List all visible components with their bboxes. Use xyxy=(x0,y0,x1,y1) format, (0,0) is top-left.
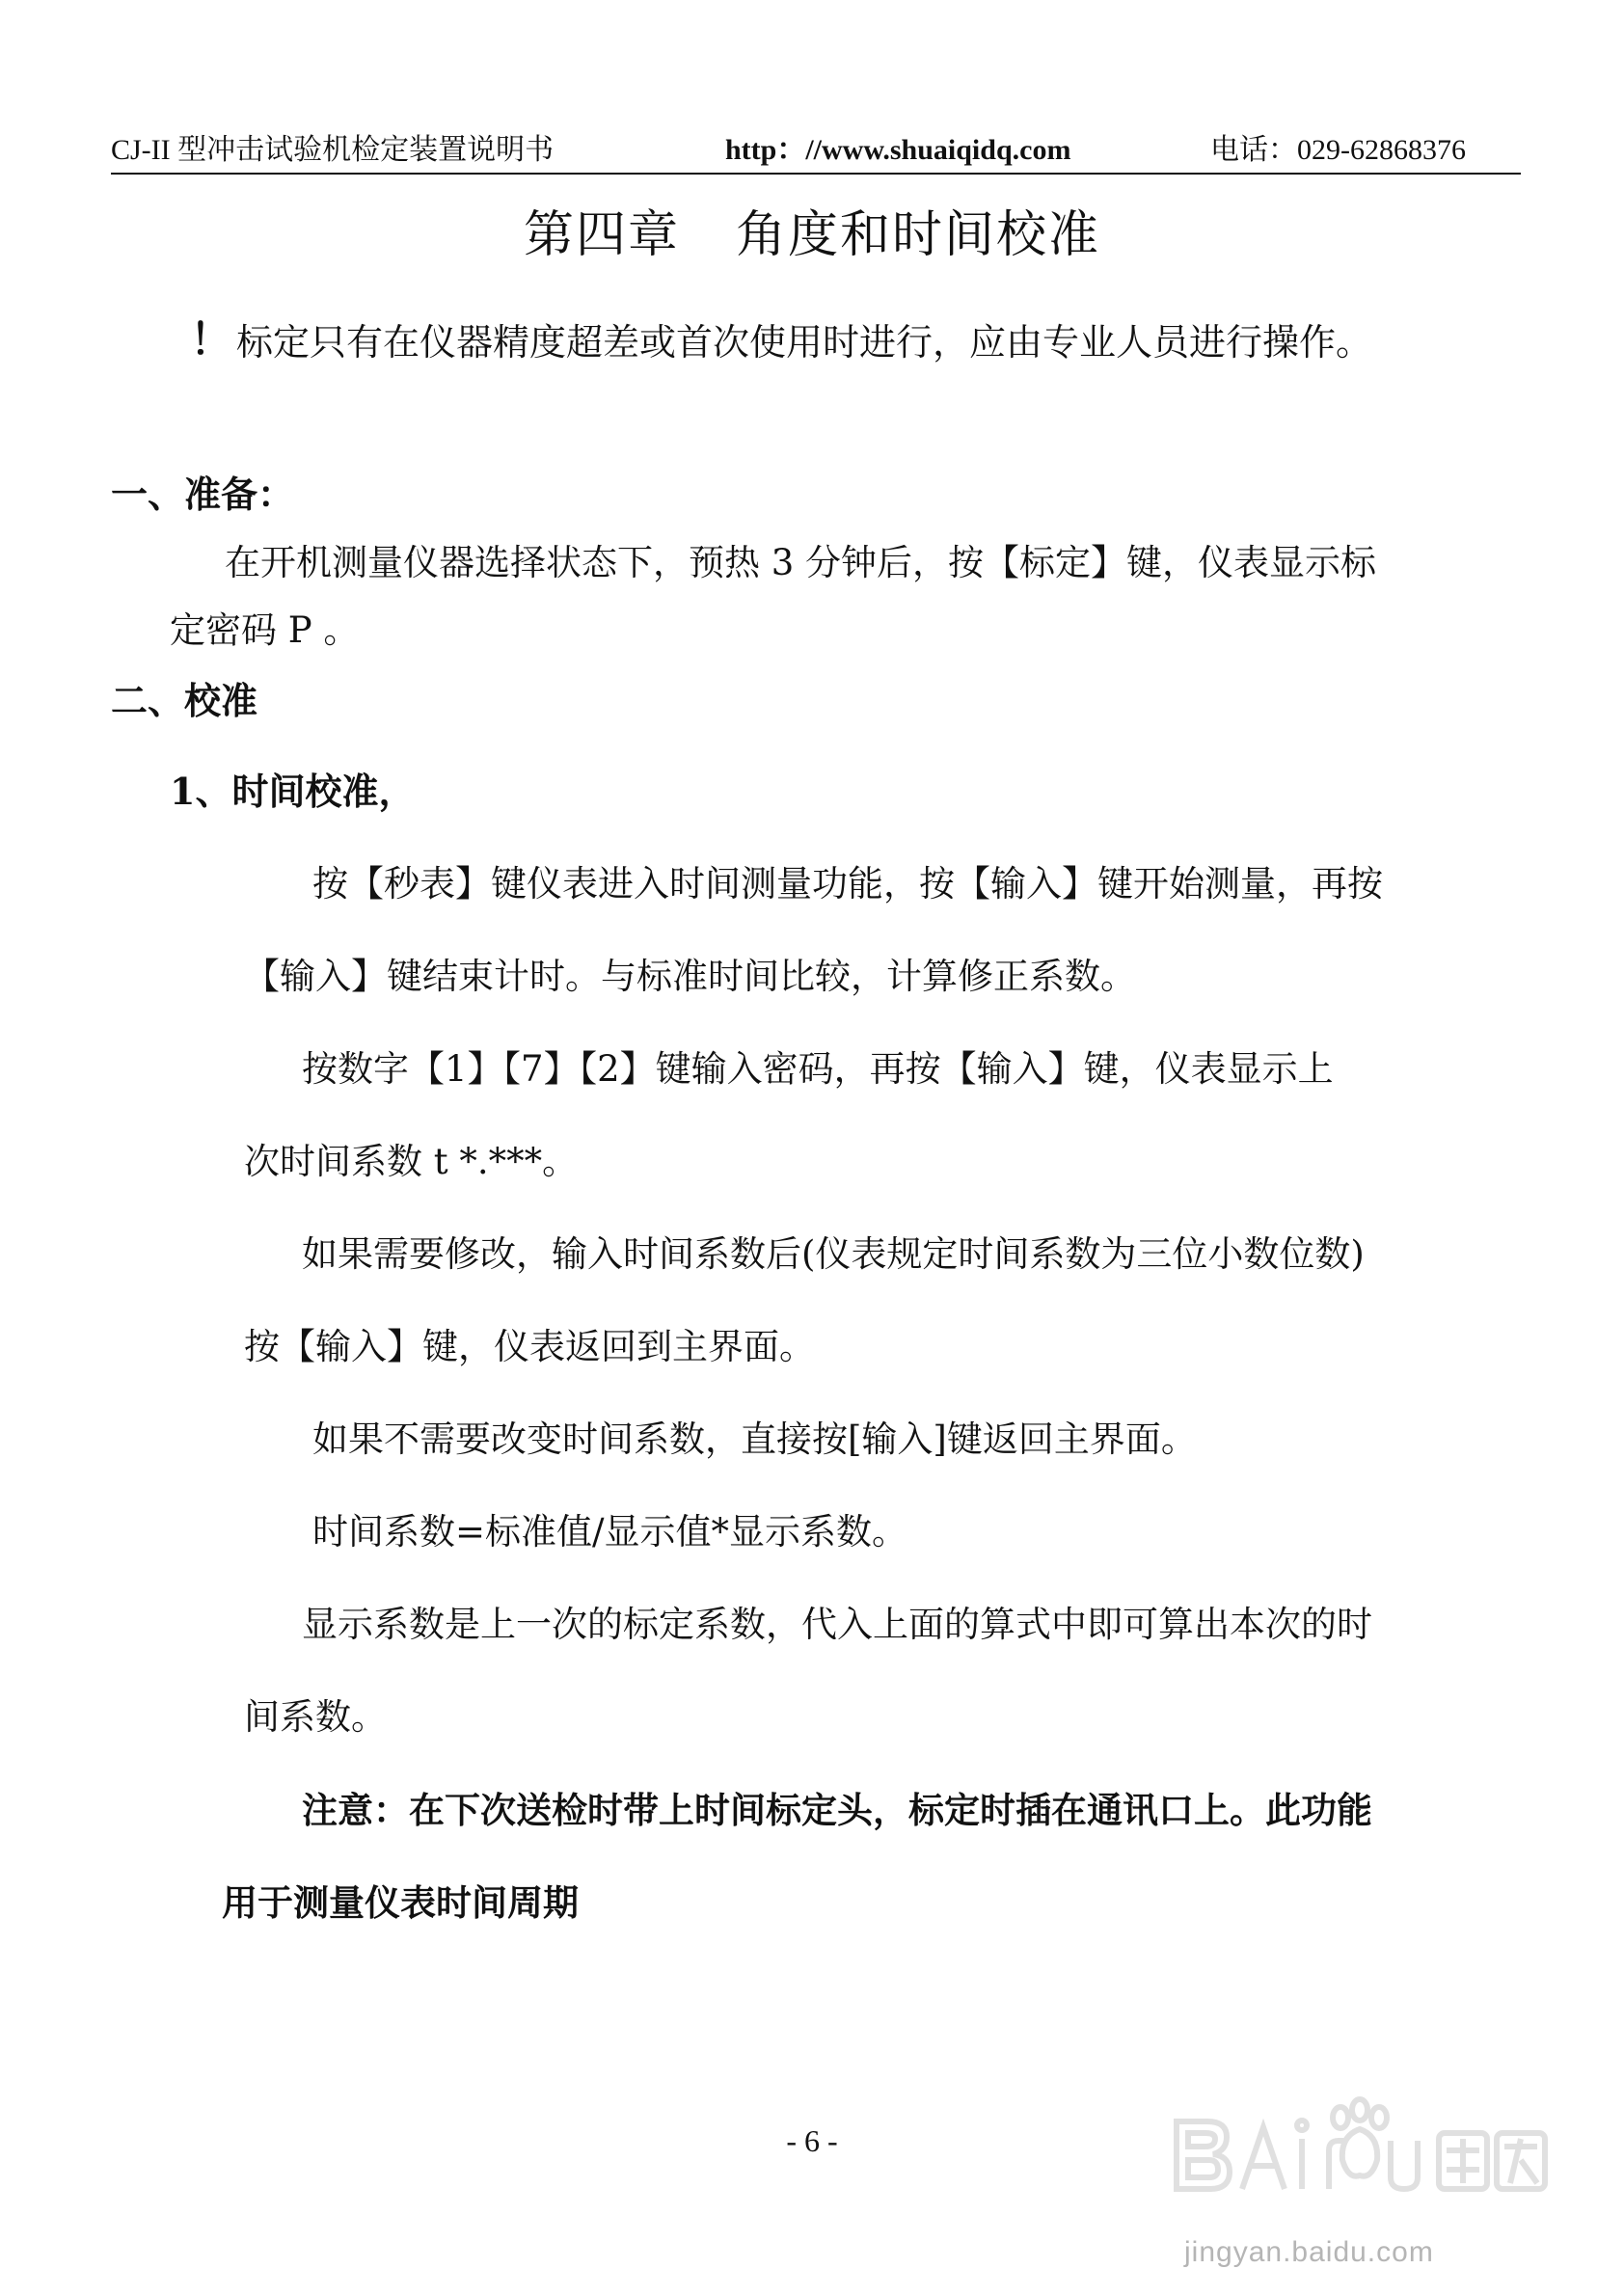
note-line-1: 注意：在下次送检时带上时间标定头，标定时插在通讯口上。此功能 xyxy=(302,1789,1372,1831)
p2-line-2: 次时间系数 t *.***。 xyxy=(244,1141,579,1182)
chapter-name: 角度和时间校准 xyxy=(736,206,1101,264)
header-phone: 电话：029-62868376 xyxy=(1210,134,1466,166)
warning-icon: ！ xyxy=(190,315,232,365)
prep-paragraph-line-2: 定密码 P 。 xyxy=(170,609,360,651)
p3-line-2: 按【输入】键，仪表返回到主界面。 xyxy=(244,1326,815,1367)
subsection-heading-time: 1、时间校准， xyxy=(170,770,416,813)
page-number: - 6 - xyxy=(786,2123,838,2158)
p1-line-1: 按【秒表】键仪表进入时间测量功能，按【输入】键开始测量，再按 xyxy=(312,863,1383,905)
header-divider xyxy=(111,173,1521,175)
chapter-number: 第四章 xyxy=(523,206,680,264)
p6-line-1: 显示系数是上一次的标定系数，代入上面的算式中即可算出本次的时 xyxy=(302,1604,1372,1645)
chapter-title xyxy=(0,204,1624,266)
baidu-watermark-logo xyxy=(1167,2083,1553,2208)
header-url: http：//www.shuaiqidq.com xyxy=(725,134,1071,166)
prep-paragraph-line-1: 在开机测量仪器选择状态下，预热 3 分钟后，按【标定】键，仪表显示标 xyxy=(225,542,1377,583)
watermark-url: jingyan.baidu.com xyxy=(1184,2236,1434,2268)
p5-line: 时间系数=标准值/显示值*显示系数。 xyxy=(312,1511,907,1553)
p4-line: 如果不需要改变时间系数，直接按[输入]键返回主界面。 xyxy=(312,1418,1197,1460)
warning-text: 标定只有在仪器精度超差或首次使用时进行，应由专业人员进行操作。 xyxy=(236,321,1373,364)
p6-line-2: 间系数。 xyxy=(244,1696,387,1738)
p2-line-1: 按数字【1】【7】【2】键输入密码，再按【输入】键，仪表显示上 xyxy=(302,1048,1334,1090)
section-heading-calibration: 二、校准 xyxy=(111,679,258,722)
p1-line-2: 【输入】键结束计时。与标准时间比较，计算修正系数。 xyxy=(244,956,1136,997)
note-line-2: 用于测量仪表时间周期 xyxy=(222,1881,579,1924)
section-heading-prep: 一、准备： xyxy=(111,473,295,516)
p3-line-1: 如果需要修改，输入时间系数后(仪表规定时间系数为三位小数位数) xyxy=(302,1233,1365,1275)
header-doc-title: CJ-II 型冲击试验机检定装置说明书 xyxy=(111,134,555,166)
